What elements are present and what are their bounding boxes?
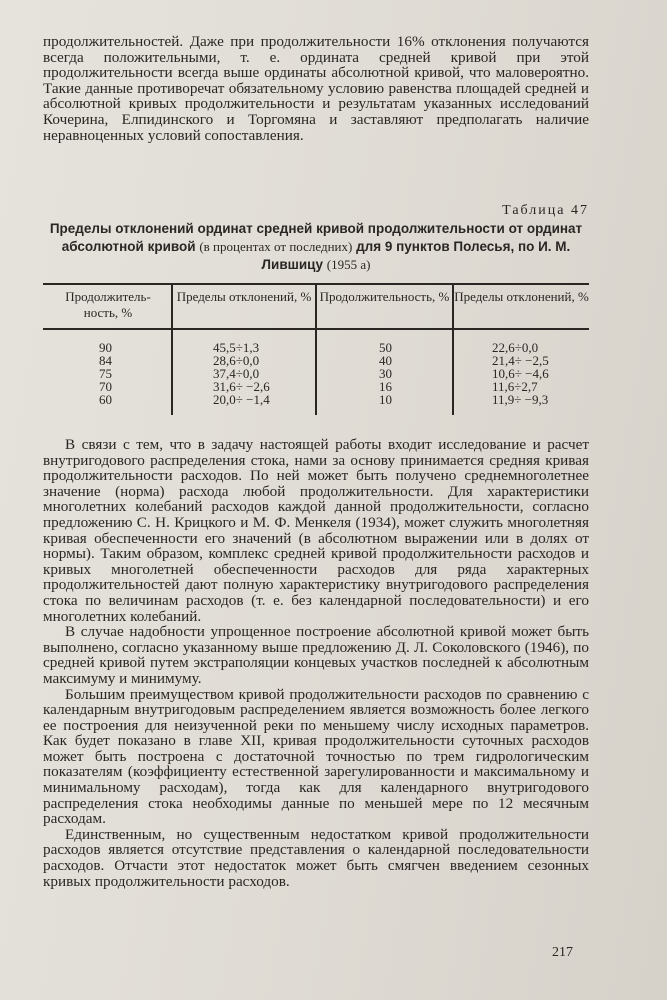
table-header-cell: Продолжитель-ность, %	[65, 289, 151, 320]
paragraph-text: Единственным, но существенным недостатком кривой продолжительности расходов является отсутствие представления о календарной последовательности расходов. Отчасти этот недостаток может быть смягчен введением сезонных кривых продолжительности расходов.	[43, 825, 589, 890]
table-cell: 60	[99, 392, 112, 407]
body-text	[43, 437, 589, 889]
table-cell: 10	[379, 392, 392, 407]
top-paragraph	[43, 34, 589, 143]
table-cell: 16	[379, 379, 392, 394]
table-header-cell: Пределы отклонений, %	[176, 289, 312, 304]
table-cell: 28,6÷0,0	[213, 353, 260, 368]
table-cell: 11,6÷2,7	[492, 379, 538, 394]
data-table	[43, 283, 589, 415]
table-caption	[43, 220, 589, 274]
table-cell: 75	[99, 366, 112, 381]
table-header-cell: Пределы отклонений, %	[454, 289, 589, 304]
table-label: Таблица 47	[502, 203, 589, 218]
table-cell: 11,9÷ −9,3	[492, 392, 549, 407]
table-cell: 37,4÷0,0	[213, 366, 260, 381]
table-cell: 70	[99, 379, 112, 394]
paragraph-text: В связи с тем, что в задачу настоящей работы входит исследование и расчет внутригодового распределения стока, нами за основу принимается средняя кривая продолжительности расходов. По ней может быть получено среднемноголетнее значение (норма) расхода любой продолжительности. Для характеристики многолетних колебаний расходов каждой данной продолжительности, согласно предложению С. Н. Крицкого и М. Ф. Менкеля (1934), может служить многолетняя кривая обеспеченности его значений (в абсолютном выражении или в долях от нормы). Таким образом, комплекс средней кривой продолжительности расходов и кривых многолетней обеспеченности расходов для ряда характерных продолжительностей дают полную характеристику внутригодового распределения стока по величинам расходов (т. е. без календарной последовательности) и его многолетних колебаний.	[43, 436, 589, 625]
table-cell: 40	[379, 353, 392, 368]
caption-main: Пределы отклонений ординат средней кривой продолжительности от ординат абсолютной кривой	[49, 221, 583, 254]
table-column	[99, 341, 112, 406]
table-cell: 21,4÷ −2,5	[492, 353, 549, 368]
table-cell: 30	[379, 366, 392, 381]
paragraph-text: продолжительностей. Даже при продолжительности 16% отклонения получаются всегда положительными, т. е. ордината средней кривой при этой продолжительности всегда выше ординаты абсолютной кривой, что маловероятно. Такие данные противоречат обязательному условию равенства площадей средней и абсолютной кривых продолжительности и результатам указанных исследований Кочерина, Елпидинского и Торгомяна и заставляют предполагать наличие неравноценных условий сопоставления.	[43, 33, 589, 144]
table-cell: 10,6÷ −4,6	[492, 366, 549, 381]
table-cell: 90	[99, 340, 112, 355]
table-cell: 45,5÷1,3	[213, 340, 260, 355]
table-cell: 20,0÷ −1,4	[213, 392, 270, 407]
caption-year: (1955 а)	[326, 257, 371, 272]
table-cell: 22,6÷0,0	[492, 340, 539, 355]
table-header-cell: Продолжительность, %	[319, 289, 450, 304]
caption-source: для 9 пунктов Полесья, по И. М. Лившицу	[261, 239, 571, 272]
paragraph-text: Большим преимуществом кривой продолжительности расходов по сравнению с календарным внутригодовым распределением является возможность более легкого ее построения для неизученной реки по меньшему числу исходных параметров. Как будет показано в главе XII, кривая продолжительности суточных расходов может быть построена с достаточной точностью по трем гидрологическим показателям (коэффициенту естественной зарегулированности и максимальному и минимальному расходам), тогда как для календарного внутригодового распределения стока необходимы данные по меньшей мере по 12 месячным расходам.	[43, 685, 589, 828]
table-cell: 31,6÷ −2,6	[213, 379, 270, 394]
table-cell: 84	[99, 353, 112, 368]
table-column	[379, 341, 392, 406]
caption-note: (в процентах от последних)	[199, 239, 353, 254]
paragraph-text: В случае надобности упрощенное построение абсолютной кривой может быть выполнено, согласно указанному выше предложению Д. Л. Соколовского (1946), по средней кривой путем экстраполяции концевых участков последней к абсолютным максимуму и минимуму.	[43, 623, 589, 687]
table-column	[213, 341, 270, 406]
table-cell: 50	[379, 340, 392, 355]
table-column	[492, 341, 549, 406]
page-number: 217	[552, 945, 573, 960]
